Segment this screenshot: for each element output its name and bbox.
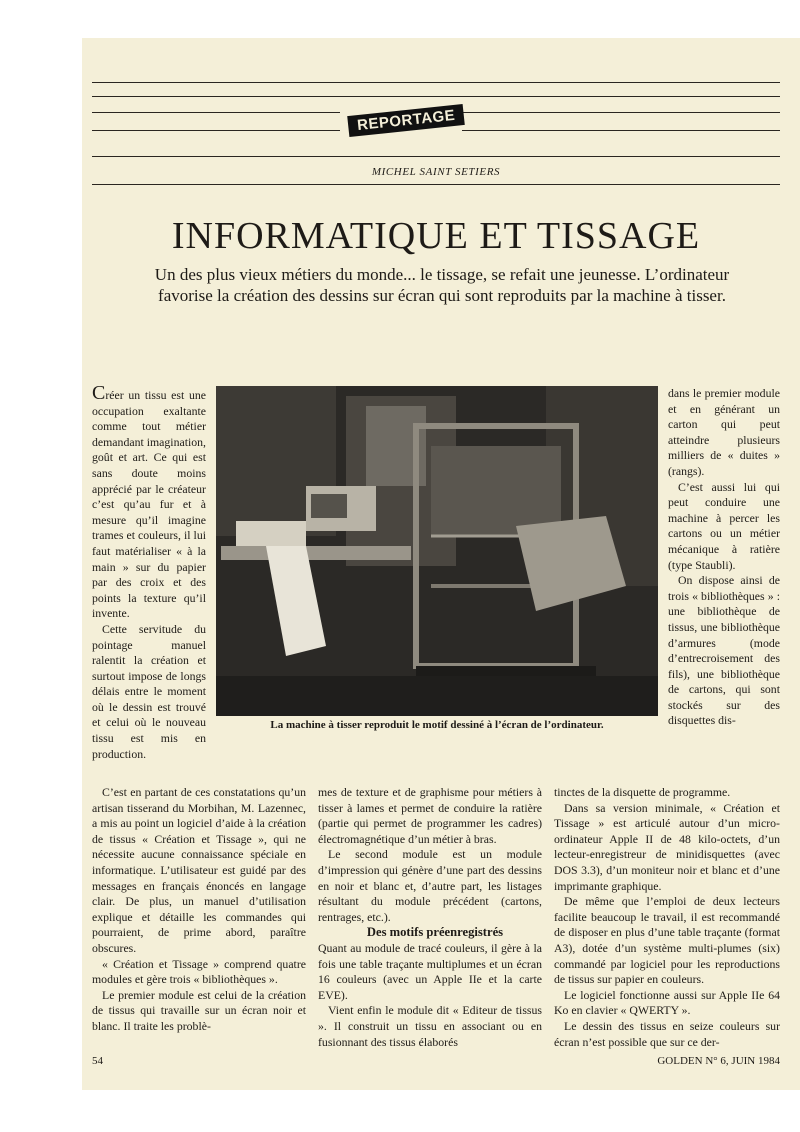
paragraph: mes de texture et de graphisme pour métiers à tisser à lames et permet de conduire la ratière (partie qui permet de programmer les cadres) électromagnétique d’un métier à bras. xyxy=(318,785,542,846)
paragraph: Vient enfin le module dit « Editeur de tissus ». Il construit un tissu en associant ou en fusionnant des tissus élaborés xyxy=(318,1003,542,1049)
issue-info: GOLDEN N° 6, JUIN 1984 xyxy=(657,1055,780,1067)
author-byline: MICHEL SAINT SETIERS xyxy=(371,166,501,178)
paragraph: C’est en partant de ces constatations qu’un artisan tisserand du Morbihan, M. Lazennec, a mis au point un logiciel d’aide à la création de tissus « Création et Tissage », qui ne nécessite aucune connaissance spéciale en informatique. L’utilisateur est guidé par des messages en français énoncés en langage clair. De plus, un manuel d’utilisation explique et détaille les commandes qui pourraient, de prime abord, paraître obscures. xyxy=(92,785,306,955)
paragraph xyxy=(92,382,207,622)
header-rule xyxy=(92,82,780,83)
paragraph: De même que l’emploi de deux lecteurs facilite beaucoup le travail, il est recommandé de disposer en plus d’une table traçante (format A3), dotée d’un système multi-plumes (six) commandé par logiciel pour les reproductions de tissus sur papier en couleurs. xyxy=(554,894,780,987)
paragraph: Quant au module de tracé couleurs, il gère à la fois une table traçante multiplumes et un écran 16 couleurs (avec un Apple IIe et la carte EVE). xyxy=(318,940,542,1002)
header-rule xyxy=(92,156,780,157)
paragraph-text: réer un tissu est une occupation exaltante comme tout métier demandant imagination, goût et art. Ce qui est sans doute moins apprécié par le créateur c’est qu’au fur et à mesure qu’il imagine trames et couleurs, il lui faut matérialiser « à la main » sur du papier par des croix et des points la texture qu’il invente. xyxy=(92,388,207,621)
paragraph: dans le premier module et en générant un carton qui peut atteindre plusieurs milliers de « duites » (rangs). xyxy=(668,386,780,478)
header-rule xyxy=(92,184,780,185)
header-rule xyxy=(92,112,340,113)
section-tag: REPORTAGE xyxy=(347,104,465,137)
header-rule xyxy=(92,130,340,131)
drop-cap: C xyxy=(92,382,106,404)
paragraph: C’est aussi lui qui peut conduire une machine à percer les cartons ou un métier mécanique à ratière (type Staubli). xyxy=(668,479,780,572)
paragraph: tinctes de la disquette de programme. xyxy=(554,785,731,799)
header-rule xyxy=(92,96,780,97)
loom-photo-illustration xyxy=(216,386,658,716)
article-deck: Un des plus vieux métiers du monde... le tissage, se refait une jeunesse. L’ordinateur favorise la création des dessins sur écran qui sont reproduits par la machine à tisser. xyxy=(154,265,730,305)
paragraph: Le premier module est celui de la création de tissus qui travaille sur un écran noir et blanc. Il traite les problè- xyxy=(92,987,306,1033)
paragraph: « Création et Tissage » comprend quatre modules et gère trois « bibliothèques ». xyxy=(92,956,306,987)
header-rule xyxy=(462,130,780,131)
paragraph: On dispose ainsi de trois « bibliothèques » : une bibliothèque de tissus, une bibliothèque d’armures (mode d’entrecroisement des fils), une bibliothèque de cartons, qui sont stockés sur des disquettes dis- xyxy=(668,573,780,728)
page-number: 54 xyxy=(92,1055,103,1067)
magazine-page xyxy=(82,38,800,1090)
header-rule xyxy=(462,112,780,113)
loom-photo xyxy=(216,386,658,716)
subheading: Des motifs préenregistrés xyxy=(366,925,504,940)
column-3-top xyxy=(668,386,780,729)
article-title: INFORMATIQUE ET TISSAGE xyxy=(171,215,701,257)
paragraph: Dans sa version minimale, « Création et Tissage » est articulé autour d’un micro-ordinateur Apple II de 48 kilo-octets, d’un lecteur-enregistreur de minidisquettes (avec DOS 3.3), d’un moniteur noir et blanc et d’une imprimante graphique. xyxy=(554,800,780,893)
paragraph: Le logiciel fonctionne aussi sur Apple IIe 64 Ko en clavier « QWERTY ». xyxy=(554,987,780,1018)
photo-caption: La machine à tisser reproduit le motif dessiné à l’écran de l’ordinateur. xyxy=(270,719,604,731)
paragraph: Cette servitude du pointage manuel ralentit la création et surtout impose de longs délais entre le moment où le dessin est trouvé et celui où le nouveau tissu est mis en production. xyxy=(92,621,206,761)
paragraph: Le second module est un module d’impression qui génère d’une part des dessins en noir et blanc et, d’autre part, les listages résultant du module précédent (cartons, rentrages, etc.). xyxy=(318,847,542,924)
column-2 xyxy=(318,785,542,1050)
column-1-bottom xyxy=(92,785,306,1035)
column-1-top xyxy=(92,382,207,762)
paragraph: Le dessin des tissus en seize couleurs sur écran n’est possible que sur ce der- xyxy=(554,1018,780,1049)
column-3-bottom xyxy=(554,785,780,1050)
